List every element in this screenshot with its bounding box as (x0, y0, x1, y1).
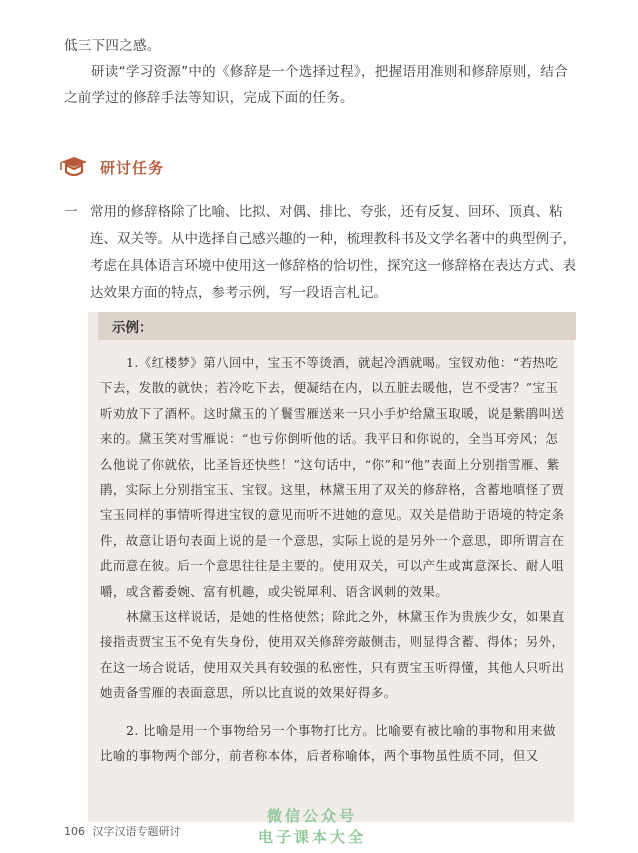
watermark-line-1: 微信公众号 (267, 807, 358, 825)
example-paragraph: 林黛玉这样说话，是她的性格使然；除此之外，林黛玉作为贵族少女，如果直接指责贾宝玉不免有失身份，使用双关修辞旁敲侧击，则显得含蓄、得体；另外，在这一场合说话，使用双关具有较强的私密性，只有贾宝玉听得懂，其他人只听出她责备雪雁的表面意思，所以比直说的效果好得多。 (100, 609, 565, 701)
page-footer (64, 823, 181, 839)
example-tab (98, 312, 576, 340)
watermark (258, 806, 366, 848)
page-number: 106 (64, 825, 85, 838)
mortarboard-icon (58, 154, 90, 180)
task-number: 一 (64, 204, 78, 220)
example-label: 示例： (112, 320, 153, 336)
section-header (58, 154, 164, 180)
section-title: 研讨任务 (100, 158, 165, 177)
example-paragraph: 2. 比喻是用一个事物给另一个事物打比方。比喻要有被比喻的事物和用来做比喻的事物两个部分，前者称本体，后者称喻体，两个事物虽性质不同，但又 (100, 722, 556, 764)
example-body (100, 350, 566, 769)
task-text: 常用的修辞格除了比喻、比拟、对偶、排比、夸张，还有反复、回环、顶真、粘连、双关等。从中选择自己感兴趣的一种，梳理教科书及文学名著中的典型例子，考虑在具体语言环境中使用这一修辞格的恰切性，探究这一修辞格在表达方式、表达效果方面的特点，参考示例，写一段语言札记。 (90, 204, 576, 301)
example-paragraph: 1.《红楼梦》第八回中，宝玉不等烫酒，就起冷酒就喝。宝钗劝他：“若热吃下去，发散的就快；若冷吃下去，便凝结在内，以五脏去暖他，岂不受害？”宝玉听劝放下了酒杯。这时黛玉的丫鬟雪雁送来一只小手炉给黛玉取暖，说是紫鹃叫送来的。黛玉笑对雪雁说：“也亏你倒听他的话。我平日和你说的，全当耳旁风；怎么他说了你就依，比圣旨还快些！”这句话中，“你”和“他”表面上分别指雪雁、紫鹃，实际上分别指宝玉、宝钗。这里，林黛玉用了双关的修辞格，含蓄地嗔怪了贾宝玉同样的事情听得进宝钗的意见而听不进她的意见。双关是借助于语境的特定条件，故意让语句表面上说的是一个意思，实际上说的是另外一个意思，即所谓言在此而意在彼。后一个意思往往是主要的。使用双关，可以产生或寓意深长、耐人咀嚼，或含蓄委婉、富有机趣，或尖锐犀利、语含讽刺的效果。 (100, 355, 565, 599)
watermark-line-2: 电子课本大全 (258, 828, 367, 846)
task-item (64, 199, 576, 307)
continued-text-line: 低三下四之感。 (64, 38, 161, 54)
book-title: 汉字汉语专题研讨 (92, 825, 181, 838)
intro-paragraph: 研读“学习资源”中的《修辞是一个选择过程》，把握语用准则和修辞原则，结合之前学过的修辞手法等知识，完成下面的任务。 (64, 64, 569, 106)
